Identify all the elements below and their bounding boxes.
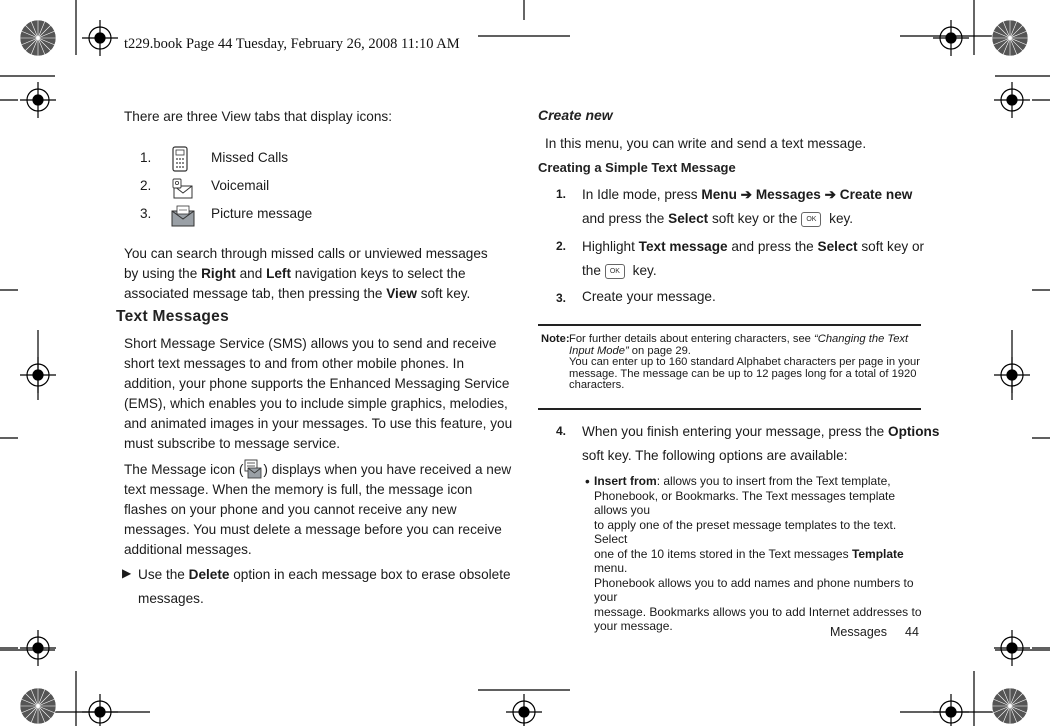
missed-calls-icon (170, 146, 190, 172)
tab-number-2: 2. (140, 178, 152, 193)
note-label: Note: (541, 333, 570, 345)
delete-option-label: Delete (188, 567, 230, 582)
tab-label-voicemail: Voicemail (211, 178, 270, 193)
options-key-label: Options (888, 424, 940, 439)
print-header: t229.book Page 44 Tuesday, February 26, 2008 11:10 AM (124, 36, 460, 52)
note-top-rule (538, 324, 921, 326)
step-2-text: Highlight Text message and press the Select soft key or the OK key. (582, 239, 925, 278)
left-key-label: Left (266, 266, 291, 281)
page-number: 44 (905, 625, 919, 639)
sms-paragraph: Short Message Service (SMS) allows you to send and receive short text messages to and from other mobile phones. In addition, your phone supports the Enhanced Messaging Service (EMS), which enables you to include simple graphics, melodies, and animated images in your messages. To use this feature, you must subscribe to message service. (124, 336, 513, 451)
create-new-intro: In this menu, you can write and send a text message. (545, 136, 867, 151)
step-3-text: Create your message. (582, 289, 716, 304)
step-1-text: In Idle mode, press Menu ➔ Messages ➔ Create new and press the Select soft key or the OK key. (582, 187, 913, 226)
ok-key-icon: OK (605, 264, 625, 279)
option-bullet: • (585, 474, 590, 489)
bullet-arrow: ▶ (122, 566, 132, 580)
step-4-text: When you finish entering your message, press the Options soft key. The following options are available: (582, 424, 940, 463)
search-paragraph: You can search through missed calls or unviewed messages by using the Right and Left navigation keys to select the associated message tab, then pressing the View soft key. (124, 246, 488, 301)
step-number-1: 1. (556, 187, 567, 201)
note-text: For further details about entering characters, see “Changing the Text Input Mode” on page 29. You can enter up to 160 standard Alphabet characters per page in your message. The message can be up to 12 pages long for a total of 1920 characters. (569, 333, 920, 391)
right-key-label: Right (201, 266, 236, 281)
tab-number-3: 3. (140, 206, 152, 221)
step-number-3: 3. (556, 291, 567, 305)
section-heading-create-new: Create new (538, 107, 613, 123)
message-icon-paragraph: The Message icon ( ) displays when you have received a new text message. When the memory is full, the message icon flashes on your phone and you cannot receive any new messages. You must delete a message before you can receive additional messages. (124, 459, 511, 560)
section-heading-text-messages: Text Messages (116, 308, 230, 325)
tab-label-picture-message: Picture message (211, 206, 313, 221)
tab-number-1: 1. (140, 150, 152, 165)
tab-label-missed-calls: Missed Calls (211, 150, 289, 165)
picture-message-icon (170, 205, 196, 227)
footer-section: Messages (830, 625, 887, 639)
insert-from-description: Insert from: allows you to insert from the Text template, Phonebook, or Bookmarks. The Text messages template allows you to apply one of the preset message templates to the text. Select one of the 10 items stored in the Text messages Template menu. Phonebook allows you to add names and phone numbers to your message. Bookmarks allows you to add Internet addresses to your message. (594, 474, 922, 633)
ok-key-icon: OK (801, 212, 821, 227)
insert-from-label: Insert from (594, 474, 657, 488)
step-number-4: 4. (556, 424, 567, 438)
intro-text: There are three View tabs that display icons: (124, 109, 392, 124)
subheading-creating-message: Creating a Simple Text Message (538, 160, 736, 175)
step-number-2: 2. (556, 239, 567, 253)
note-bottom-rule (538, 408, 921, 410)
voicemail-icon (170, 178, 194, 200)
delete-tip: Use the Delete option in each message box to erase obsolete messages. (138, 567, 511, 606)
view-key-label: View (386, 286, 417, 301)
message-icon (243, 459, 263, 479)
